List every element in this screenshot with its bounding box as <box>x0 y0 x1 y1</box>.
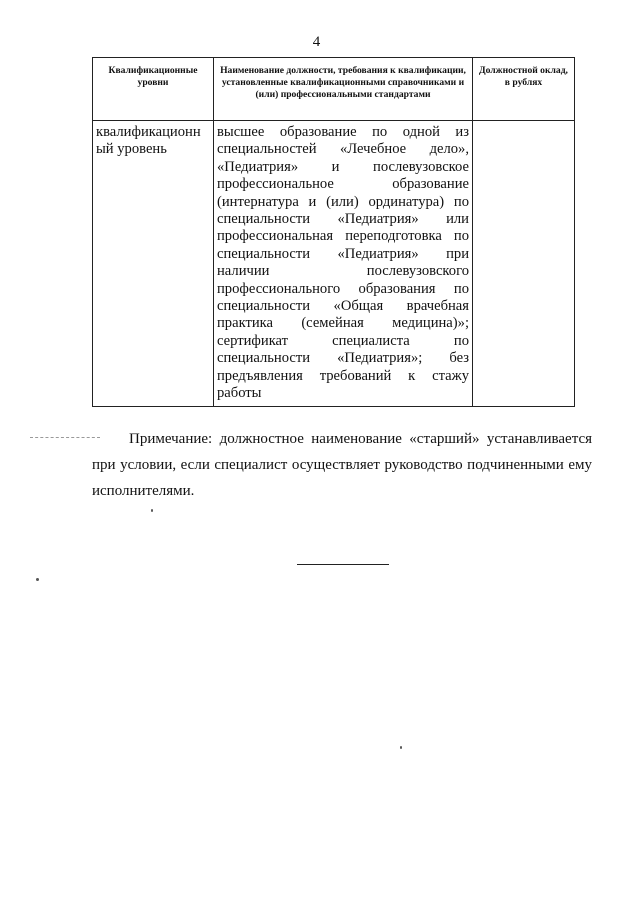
table-row <box>93 121 575 407</box>
scan-artifact <box>36 578 39 581</box>
header-salary: Должностной оклад, в рублях <box>473 58 575 121</box>
cell-qualification-level: квалификационный уровень <box>93 121 214 407</box>
cell-requirements: высшее образование по одной из специальностей «Лечебное дело», «Педиатрия» и послевузовское профессиональное образование (интернатура и (или) ординатура) по специальности «Педиатрия» или профессиональная переподготовка по специальности «Педиатрия» при наличии послевузовского профессионального образования по специальности «Общая врачебная практика (семейная медицина)»; сертификат специалиста по специальности «Педиатрия»; без предъявления требований к стажу работы <box>214 121 473 407</box>
qualification-table <box>92 57 575 407</box>
scan-artifact <box>151 509 153 512</box>
cell-salary <box>473 121 575 407</box>
note-paragraph: Примечание: должностное наименование «старший» устанавливается при условии, если специалист осуществляет руководство подчиненными ему исполнителями. <box>92 431 592 499</box>
scan-artifact <box>400 746 402 749</box>
separator-line <box>297 564 389 565</box>
header-qualification-levels: Квалификационные уровни <box>93 58 214 121</box>
page-number: 4 <box>312 34 321 50</box>
header-position-requirements: Наименование должности, требования к квалификации, установленные квалификационными справочниками и (или) профессиональными стандартами <box>214 58 473 121</box>
table-header-row <box>93 58 575 121</box>
scan-artifact <box>30 437 100 438</box>
